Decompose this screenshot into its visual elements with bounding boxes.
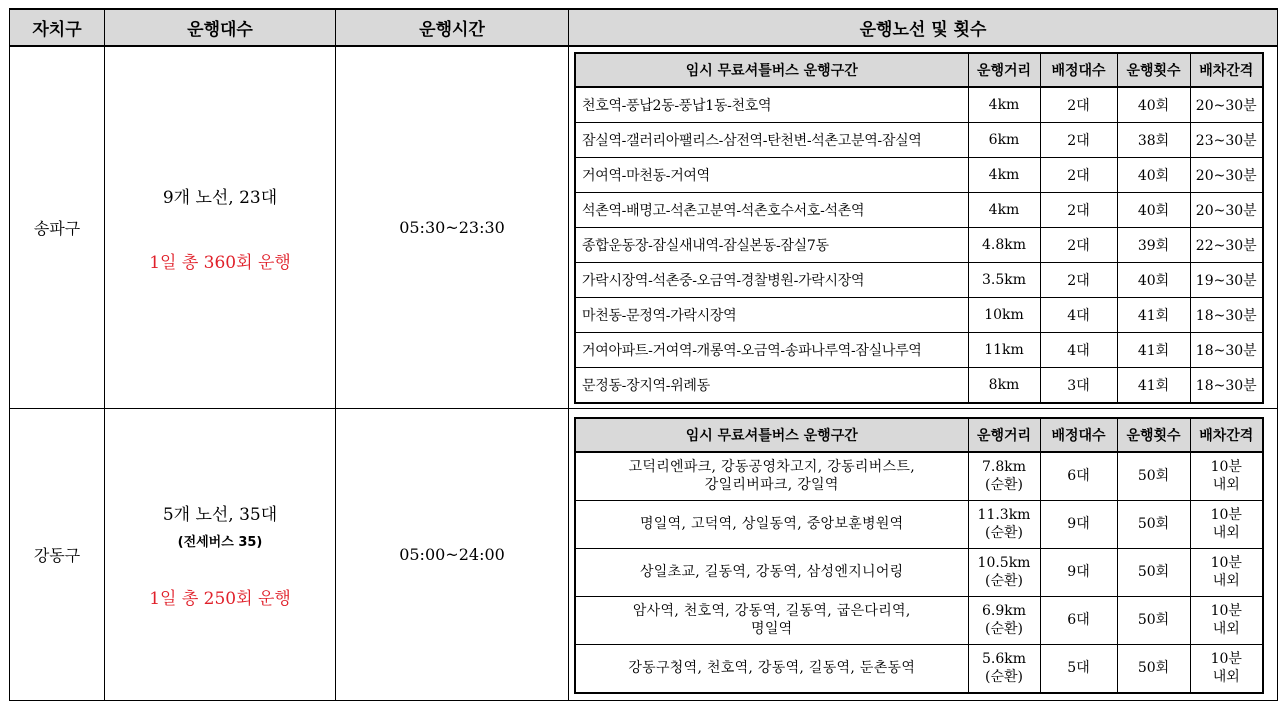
buses-cell: 4대	[1040, 298, 1117, 333]
distance-cell-line: 6.9km	[981, 603, 1027, 619]
trips-cell: 41회	[1117, 298, 1190, 333]
trips-cell: 50회	[1117, 644, 1190, 693]
route-cell-line: 강일리버파크, 강일역	[704, 477, 839, 493]
header-district: 자치구	[10, 9, 105, 46]
table-row	[575, 298, 1263, 333]
interval-cell	[1190, 500, 1263, 548]
interval-cell-line: 10분	[1210, 603, 1242, 619]
distance-header: 운행거리	[968, 53, 1040, 87]
header-vehicles: 운행대수	[105, 9, 336, 46]
route-cell-line: 강동구청역, 천호역, 강동역, 길동역, 둔촌동역	[628, 660, 916, 676]
routes-header-row	[575, 418, 1263, 452]
trips-cell: 50회	[1117, 596, 1190, 644]
distance-cell-line: 5.6km	[981, 651, 1027, 667]
distance-cell	[968, 548, 1040, 596]
interval-cell: 20~30분	[1190, 158, 1263, 193]
daily-total: 1일 총 250회 운행	[149, 589, 291, 609]
vehicles-cell	[105, 46, 336, 409]
buses-cell: 4대	[1040, 333, 1117, 368]
interval-cell-line: 내외	[1212, 669, 1240, 685]
table-row	[575, 263, 1263, 298]
routes-header-row	[575, 53, 1263, 87]
route-cell: 문정동-장지역-위례동	[575, 368, 968, 404]
route-cell	[575, 596, 968, 644]
distance-cell-line: (순환)	[985, 477, 1023, 493]
table-row	[575, 193, 1263, 228]
trips-cell: 41회	[1117, 368, 1190, 404]
buses-cell: 2대	[1040, 123, 1117, 158]
distance-cell	[968, 452, 1040, 501]
distance-cell-line: 7.8km	[981, 459, 1027, 475]
district-name: 송파구	[10, 46, 105, 409]
trips-header: 운행횟수	[1117, 418, 1190, 452]
buses-cell: 6대	[1040, 596, 1117, 644]
route-cell: 거여아파트-거여역-개롱역-오금역-송파나루역-잠실나루역	[575, 333, 968, 368]
vehicles-line: 5개 노선, 35대	[162, 505, 278, 525]
trips-cell: 50회	[1117, 452, 1190, 501]
table-row	[575, 158, 1263, 193]
trips-cell: 41회	[1117, 333, 1190, 368]
distance-cell: 4km	[968, 158, 1040, 193]
distance-cell-line: (순환)	[985, 525, 1023, 541]
distance-cell: 4km	[968, 87, 1040, 123]
interval-cell-line: 내외	[1212, 525, 1240, 541]
buses-cell: 2대	[1040, 228, 1117, 263]
interval-cell: 22~30분	[1190, 228, 1263, 263]
buses-cell: 3대	[1040, 368, 1117, 404]
table-row	[575, 123, 1263, 158]
routes-table-songpa	[574, 52, 1264, 404]
distance-cell-line: (순환)	[985, 621, 1023, 637]
interval-cell: 20~30분	[1190, 87, 1263, 123]
shuttle-bus-table-container	[9, 8, 1277, 701]
trips-cell: 50회	[1117, 500, 1190, 548]
routes-cell	[569, 46, 1278, 409]
buses-cell: 6대	[1040, 452, 1117, 501]
trips-cell: 39회	[1117, 228, 1190, 263]
trips-cell: 40회	[1117, 87, 1190, 123]
interval-cell-line: 내외	[1212, 621, 1240, 637]
distance-cell: 4.8km	[968, 228, 1040, 263]
trips-cell: 50회	[1117, 548, 1190, 596]
route-cell	[575, 500, 968, 548]
distance-cell: 11km	[968, 333, 1040, 368]
interval-header: 배차간격	[1190, 418, 1263, 452]
interval-cell	[1190, 644, 1263, 693]
table-row	[575, 548, 1263, 596]
route-cell: 종합운동장-잠실새내역-잠실본동-잠실7동	[575, 228, 968, 263]
route-cell-line: 상일초교, 길동역, 강동역, 삼성엔지니어링	[639, 564, 904, 580]
interval-cell: 20~30분	[1190, 193, 1263, 228]
route-cell: 천호역-풍납2동-풍납1동-천호역	[575, 87, 968, 123]
table-row	[575, 452, 1263, 501]
district-row-gangdong	[10, 409, 1278, 701]
table-row	[575, 87, 1263, 123]
header-row	[10, 9, 1278, 46]
distance-cell: 3.5km	[968, 263, 1040, 298]
interval-cell: 18~30분	[1190, 298, 1263, 333]
distance-cell: 8km	[968, 368, 1040, 404]
interval-cell	[1190, 548, 1263, 596]
table-row	[575, 500, 1263, 548]
shuttle-bus-table	[9, 8, 1278, 701]
district-name: 강동구	[10, 409, 105, 701]
route-header: 임시 무료셔틀버스 운행구간	[575, 53, 968, 87]
buses-cell: 2대	[1040, 87, 1117, 123]
distance-cell-line: 11.3km	[977, 507, 1031, 523]
trips-cell: 40회	[1117, 158, 1190, 193]
buses-header: 배정대수	[1040, 53, 1117, 87]
route-cell: 마천동-문정역-가락시장역	[575, 298, 968, 333]
interval-cell	[1190, 596, 1263, 644]
district-row-songpa	[10, 46, 1278, 409]
distance-cell	[968, 596, 1040, 644]
header-routes: 운행노선 및 횟수	[569, 9, 1278, 46]
trips-cell: 40회	[1117, 193, 1190, 228]
table-row	[575, 644, 1263, 693]
table-row	[575, 596, 1263, 644]
distance-cell: 10km	[968, 298, 1040, 333]
vehicles-line: 9개 노선, 23대	[162, 187, 278, 208]
interval-header: 배차간격	[1190, 53, 1263, 87]
table-row	[575, 368, 1263, 404]
buses-cell: 9대	[1040, 548, 1117, 596]
routes-table-gangdong	[574, 417, 1264, 694]
route-cell: 잠실역-갤러리아팰리스-삼전역-탄천변-석촌고분역-잠실역	[575, 123, 968, 158]
interval-cell-line: 10분	[1210, 555, 1242, 571]
header-hours: 운행시간	[336, 9, 569, 46]
buses-cell: 2대	[1040, 193, 1117, 228]
distance-cell: 6km	[968, 123, 1040, 158]
route-cell: 석촌역-배명고-석촌고분역-석촌호수서호-석촌역	[575, 193, 968, 228]
interval-cell-line: 내외	[1212, 477, 1240, 493]
trips-cell: 38회	[1117, 123, 1190, 158]
vehicles-cell	[105, 409, 336, 701]
distance-cell: 4km	[968, 193, 1040, 228]
route-cell-line: 고덕리엔파크, 강동공영차고지, 강동리버스트,	[628, 459, 915, 475]
hours-cell: 05:30~23:30	[336, 46, 569, 409]
table-row	[575, 333, 1263, 368]
distance-cell-line: (순환)	[985, 669, 1023, 685]
trips-header: 운행횟수	[1117, 53, 1190, 87]
route-cell-line: 명일역	[751, 621, 793, 637]
daily-total: 1일 총 360회 운행	[149, 252, 291, 273]
interval-cell: 19~30분	[1190, 263, 1263, 298]
buses-cell: 5대	[1040, 644, 1117, 693]
interval-cell-line: 10분	[1210, 651, 1242, 667]
hours-cell: 05:00~24:00	[336, 409, 569, 701]
route-cell-line: 명일역, 고덕역, 상일동역, 중앙보훈병원역	[639, 516, 904, 532]
distance-cell-line: (순환)	[985, 573, 1023, 589]
buses-header: 배정대수	[1040, 418, 1117, 452]
interval-cell-line: 내외	[1212, 573, 1240, 589]
route-cell: 가락시장역-석촌중-오금역-경찰병원-가락시장역	[575, 263, 968, 298]
interval-cell-line: 10분	[1210, 459, 1242, 475]
routes-cell	[569, 409, 1278, 701]
distance-cell	[968, 644, 1040, 693]
interval-cell: 23~30분	[1190, 123, 1263, 158]
interval-cell: 18~30분	[1190, 333, 1263, 368]
route-cell: 거여역-마천동-거여역	[575, 158, 968, 193]
route-cell	[575, 452, 968, 501]
route-cell-line: 암사역, 천호역, 강동역, 길동역, 굽은다리역,	[632, 603, 911, 619]
buses-cell: 9대	[1040, 500, 1117, 548]
trips-cell: 40회	[1117, 263, 1190, 298]
distance-cell	[968, 500, 1040, 548]
route-cell	[575, 548, 968, 596]
distance-cell-line: 10.5km	[977, 555, 1031, 571]
interval-cell-line: 10분	[1210, 507, 1242, 523]
route-header: 임시 무료셔틀버스 운행구간	[575, 418, 968, 452]
table-row	[575, 228, 1263, 263]
buses-cell: 2대	[1040, 263, 1117, 298]
route-cell	[575, 644, 968, 693]
interval-cell: 18~30분	[1190, 368, 1263, 404]
buses-cell: 2대	[1040, 158, 1117, 193]
interval-cell	[1190, 452, 1263, 501]
distance-header: 운행거리	[968, 418, 1040, 452]
vehicles-sub: (전세버스 35)	[177, 535, 263, 550]
